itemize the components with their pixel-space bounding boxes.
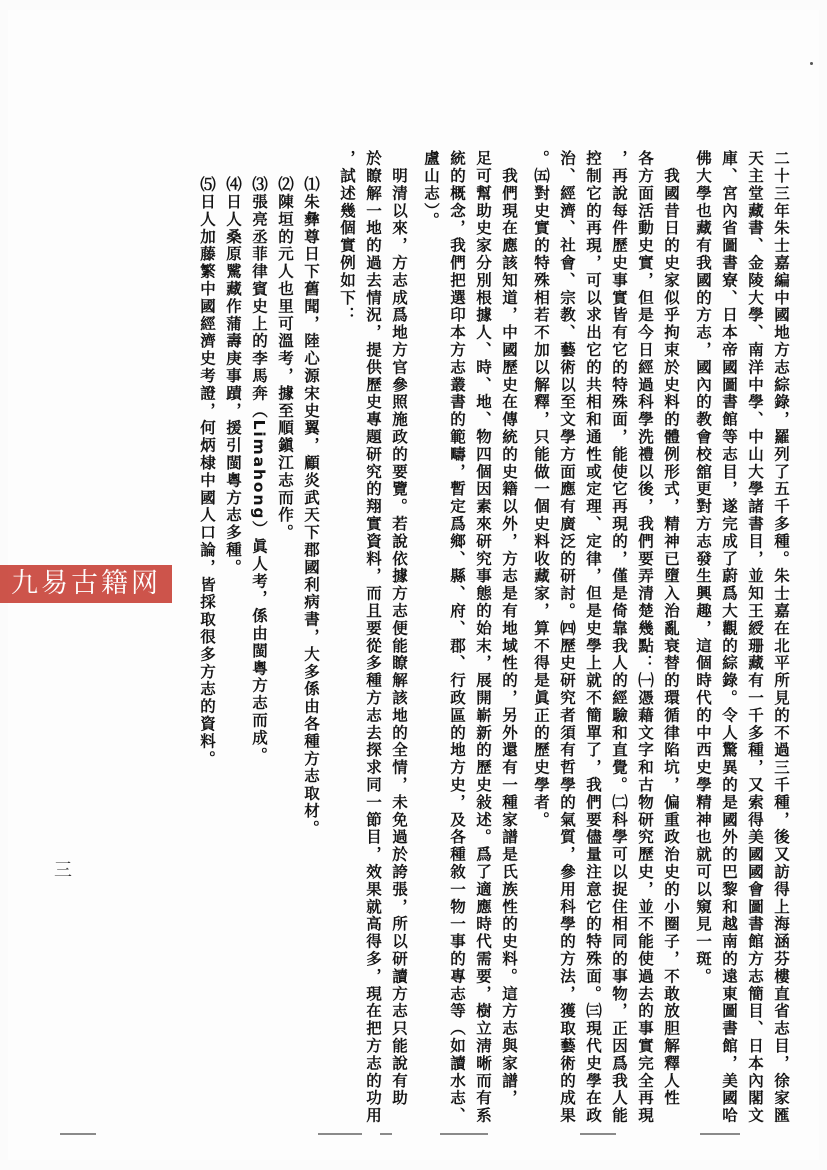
text-column-3: 庫、宮內省圖書寮、日本帝國圖書館等志目，遂完成了蔚爲大觀的綜錄。令人驚異的是國外的巴黎和越南的遠東圖書館，美國哈 xyxy=(720,150,738,1125)
scan-dash xyxy=(700,1133,740,1135)
text-column-15: 明清以來，方志成爲地方官參照施政的要覽。若說依據方志便能瞭解該地的全情，未免過於誇張，所以研讀方志只能說有助 xyxy=(390,150,408,1107)
example-item-5: ⑸日人加藤繁中國經濟史考證，何炳棣中國人口論，皆採取很多方志的資料。 xyxy=(198,176,216,768)
scan-dash xyxy=(580,1133,616,1135)
text-column-8: 控制它的再現，可以求出它的共相和通性或定理、定律，但是史學上就不簡單了，我們要儘量注意它的特殊面。㈢現代史學在政 xyxy=(584,150,602,1125)
text-column-6: 各方面活動史實，但是今日經過科學洗禮以後，我們要弄清楚幾點：㈠憑藉文字和古物研究歷史，並不能使過去的事實完全再現 xyxy=(636,150,654,1125)
scan-dash xyxy=(440,1133,488,1135)
example-item-3: ⑶張亮丞菲律賓史上的李馬奔（Limahong）眞人考，係由閩粵方志而成。 xyxy=(250,176,268,765)
scan-speck xyxy=(810,62,813,65)
text-column-12: 足可幫助史家分別根據人、時、地、物四個因素來研究事態的始末，展開嶄新的歷史敍述。爲了適應時代需要，樹立淸晰而有系 xyxy=(474,150,492,1125)
example-item-2: ⑵陳垣的元人也里可溫考，據至順鎭江志而作。 xyxy=(276,176,294,542)
text-column-4: 佛大學也藏有我國的方志，國內的教會校舘更對方志發生興趣，這個時代的中西史學精神也就可以窺見一斑。 xyxy=(694,150,712,986)
example-item-4: ⑷日人桑原騭藏作蒲壽庚事蹟，援引閩粵方志多種。 xyxy=(224,176,242,577)
text-column-14: 盧山志）。 xyxy=(422,150,440,230)
text-column-5: 我國昔日的史家似乎拘束於史料的體例形式，精神已墮入治亂衰替的環循律陷坑，偏重政治史的小圈子，不敢放胆解釋人性 xyxy=(662,150,680,1107)
text-column-7: ，再說每件歷史事實皆有它的特殊面，能使它再現的，僅是倚靠我人的經驗和直覺。㈡科學可以捉住相同的事物，正因爲我人能 xyxy=(610,150,628,1125)
text-column-9: 治、經濟、社會、宗教、藝術以至文學方面應有廣泛的研討。㈣歷史研究者須有哲學的氣質，參用科學的方法，獲取藝術的成果 xyxy=(558,150,576,1125)
text-column-11: 我們現在應該知道，中國歷史在傳統的史籍以外，方志是有地域性的，另外還有一種家譜是氏族性的史料。這方志與家譜， xyxy=(500,150,518,1107)
scan-dash xyxy=(60,1133,96,1135)
scan-artifact-line xyxy=(60,1133,750,1139)
watermark-banner: 九易古籍网 xyxy=(0,565,172,603)
scan-dash xyxy=(318,1133,362,1135)
text-column-2: 天主堂藏書、金陵大學、南洋中學、中山大學諸書目，並知王綬珊藏有一千多種，又索得美國國會圖書館方志簡目、日本內閣文 xyxy=(746,150,764,1125)
text-column-13: 統的概念，我們把選印本方志叢書的範疇，暫定爲鄉、縣、府、郡、行政區的地方史，及各種敘一物一事的專志等（如讀水志、 xyxy=(448,150,466,1125)
text-column-10: 。㈤對史實的特殊相若不加以解釋，只能做一個史料收藏家，算不得是眞正的歷史學者。 xyxy=(532,150,550,829)
text-column-1: 二十三年朱士嘉編中國地方志綜錄，羅列了五千多種。朱士嘉在北平所見的不過三千種，後又訪得上海涵芬樓直省志目，徐家匯 xyxy=(772,150,790,1125)
text-column-16: 於瞭解一地的過去情況，提供歷史專題研究的翔實資料，而且要從多種方志去探求同一節目，效果就高得多，現在把方志的功用 xyxy=(364,150,382,1125)
example-item-1: ⑴朱彝尊日下舊聞，陸心源宋史翼，顧炎武天下郡國利病書，大多係由各種方志取材。 xyxy=(302,176,320,838)
page-number: 三 xyxy=(51,860,72,878)
text-column-17: ，試述幾個實例如下： xyxy=(338,150,356,324)
scan-dash xyxy=(380,1133,392,1135)
